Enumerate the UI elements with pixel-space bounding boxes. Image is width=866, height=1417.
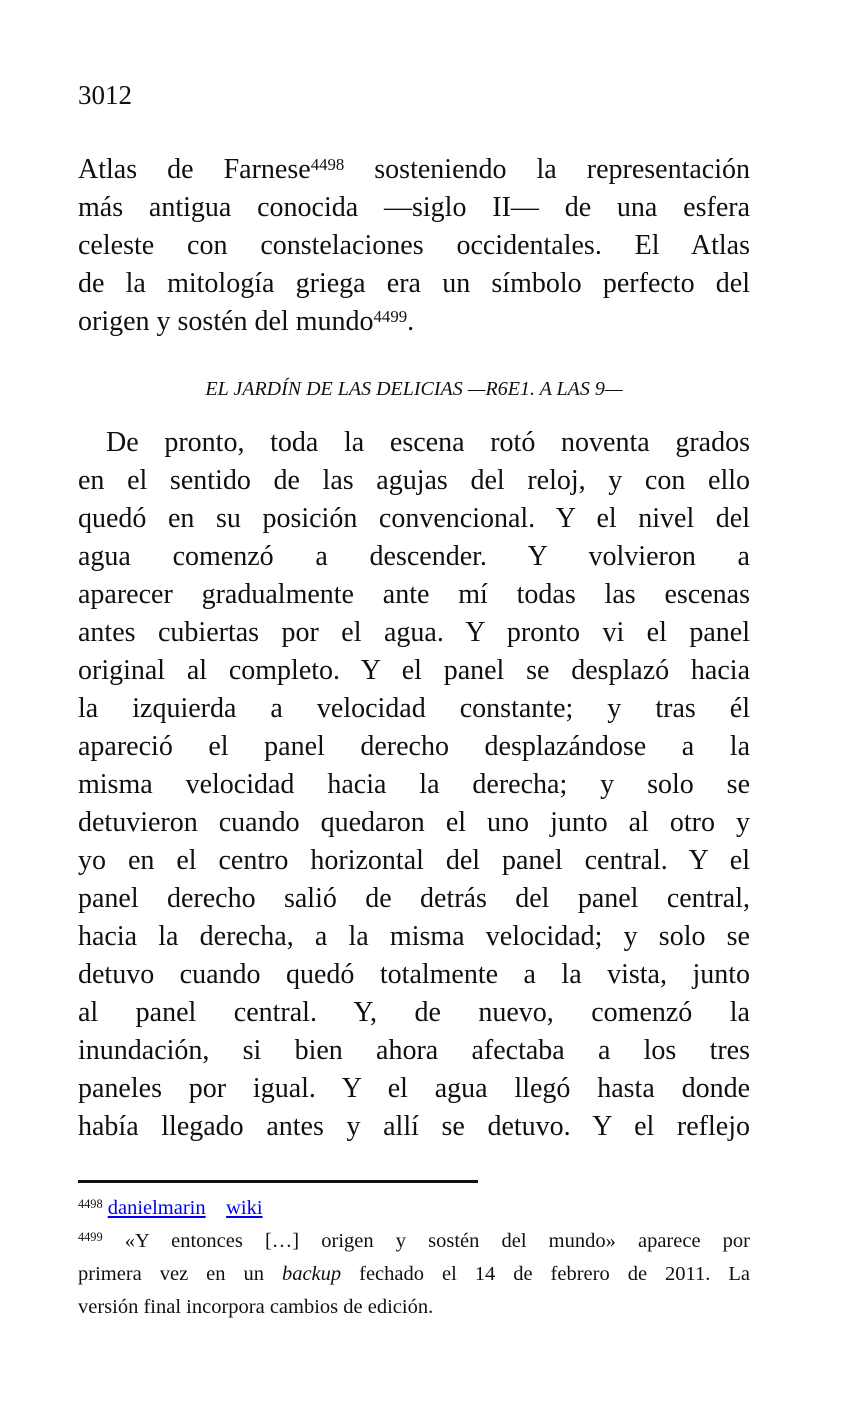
footnote-marker: 4499 bbox=[78, 1230, 103, 1245]
text-line bbox=[78, 227, 750, 265]
footnote-link-wiki[interactable]: wiki bbox=[226, 1197, 263, 1219]
text-segment: paneles por igual. Y el agua llegó hasta donde bbox=[78, 1073, 750, 1104]
text-segment: origen y sostén del mundo bbox=[78, 306, 374, 337]
text-line bbox=[78, 189, 750, 227]
text-segment: quedó en su posición convencional. Y el nivel del bbox=[78, 503, 750, 534]
text-line bbox=[78, 1070, 750, 1108]
text-line bbox=[78, 1291, 750, 1324]
text-line bbox=[78, 690, 750, 728]
text-segment: antes cubiertas por el agua. Y pronto vi el panel bbox=[78, 617, 750, 648]
footnotes-section bbox=[78, 1192, 750, 1324]
text-line bbox=[78, 151, 750, 189]
text-line bbox=[78, 1108, 750, 1146]
italic-text: backup bbox=[281, 1263, 342, 1285]
text-line bbox=[78, 265, 750, 303]
text-line bbox=[78, 538, 750, 576]
text-line bbox=[78, 842, 750, 880]
text-segment: detuvo cuando quedó totalmente a la vista, junto bbox=[78, 959, 750, 990]
text-line bbox=[78, 728, 750, 766]
text-line bbox=[78, 303, 750, 341]
paragraph-atlas-farnese bbox=[78, 151, 750, 341]
text-segment: hacia la derecha, a la misma velocidad; y solo se bbox=[78, 921, 750, 952]
text-segment: la izquierda a velocidad constante; y tras él bbox=[78, 693, 750, 724]
text-segment: original al completo. Y el panel se desplazó hacia bbox=[78, 655, 750, 686]
text-line bbox=[78, 652, 750, 690]
text-segment: sosteniendo la representación bbox=[344, 154, 751, 185]
text-segment: Atlas de Farnese bbox=[78, 154, 311, 185]
text-segment: detuvieron cuando quedaron el uno junto al otro y bbox=[78, 807, 750, 838]
text-segment: apareció el panel derecho desplazándose a la bbox=[78, 731, 750, 762]
text-line bbox=[78, 500, 750, 538]
text-segment: agua comenzó a descender. Y volvieron a bbox=[78, 541, 750, 572]
text-line bbox=[78, 1225, 750, 1258]
text-segment: al panel central. Y, de nuevo, comenzó la bbox=[78, 997, 750, 1028]
text-line bbox=[78, 1258, 750, 1291]
text-segment: panel derecho salió de detrás del panel central, bbox=[78, 883, 750, 914]
text-segment: misma velocidad hacia la derecha; y solo se bbox=[78, 769, 750, 800]
text-segment: en el sentido de las agujas del reloj, y con ello bbox=[78, 465, 750, 496]
text-line bbox=[78, 462, 750, 500]
text-line bbox=[78, 614, 750, 652]
text-segment bbox=[206, 1197, 227, 1219]
text-line bbox=[78, 994, 750, 1032]
text-segment: «Y entonces […] origen y sostén del mundo» aparece por bbox=[124, 1230, 750, 1252]
text-segment: inundación, si bien ahora afectaba a los tres bbox=[78, 1035, 750, 1066]
text-line bbox=[78, 956, 750, 994]
footnote-marker: 4498 bbox=[78, 1197, 103, 1212]
footnote-ref: 4499 bbox=[373, 307, 408, 327]
text-segment: primera vez en un bbox=[78, 1263, 282, 1285]
footnote-ref: 4498 bbox=[310, 155, 345, 175]
text-line bbox=[78, 1032, 750, 1070]
text-line bbox=[78, 424, 750, 462]
text-line bbox=[78, 880, 750, 918]
text-segment: versión final incorpora cambios de edición. bbox=[78, 1296, 434, 1318]
text-segment: . bbox=[407, 306, 415, 337]
section-heading: EL JARDÍN DE LAS DELICIAS —R6E1. A LAS 9— bbox=[205, 378, 623, 400]
text-line bbox=[78, 576, 750, 614]
text-segment: De pronto, toda la escena rotó noventa grados bbox=[106, 427, 750, 458]
paragraph-jardin-delicias bbox=[78, 424, 750, 1146]
text-line bbox=[78, 804, 750, 842]
footnote-link-danielmarin[interactable]: danielmarin bbox=[107, 1197, 206, 1219]
text-segment: había llegado antes y allí se detuvo. Y el reflejo bbox=[78, 1111, 750, 1142]
text-line bbox=[78, 1192, 750, 1225]
text-segment: celeste con constelaciones occidentales. El Atlas bbox=[78, 230, 750, 261]
text-segment: de la mitología griega era un símbolo perfecto del bbox=[78, 268, 750, 299]
footnote-separator bbox=[78, 1180, 478, 1183]
text-segment: yo en el centro horizontal del panel central. Y el bbox=[78, 845, 750, 876]
text-line bbox=[78, 918, 750, 956]
text-segment: aparecer gradualmente ante mí todas las escenas bbox=[78, 579, 750, 610]
text-segment: fechado el 14 de febrero de 2011. La bbox=[341, 1263, 750, 1285]
page-number: 3012 bbox=[78, 80, 132, 110]
text-line bbox=[78, 766, 750, 804]
text-segment: más antigua conocida —siglo II— de una esfera bbox=[78, 192, 750, 223]
footnote-item bbox=[78, 1225, 750, 1324]
footnote-item bbox=[78, 1192, 750, 1225]
